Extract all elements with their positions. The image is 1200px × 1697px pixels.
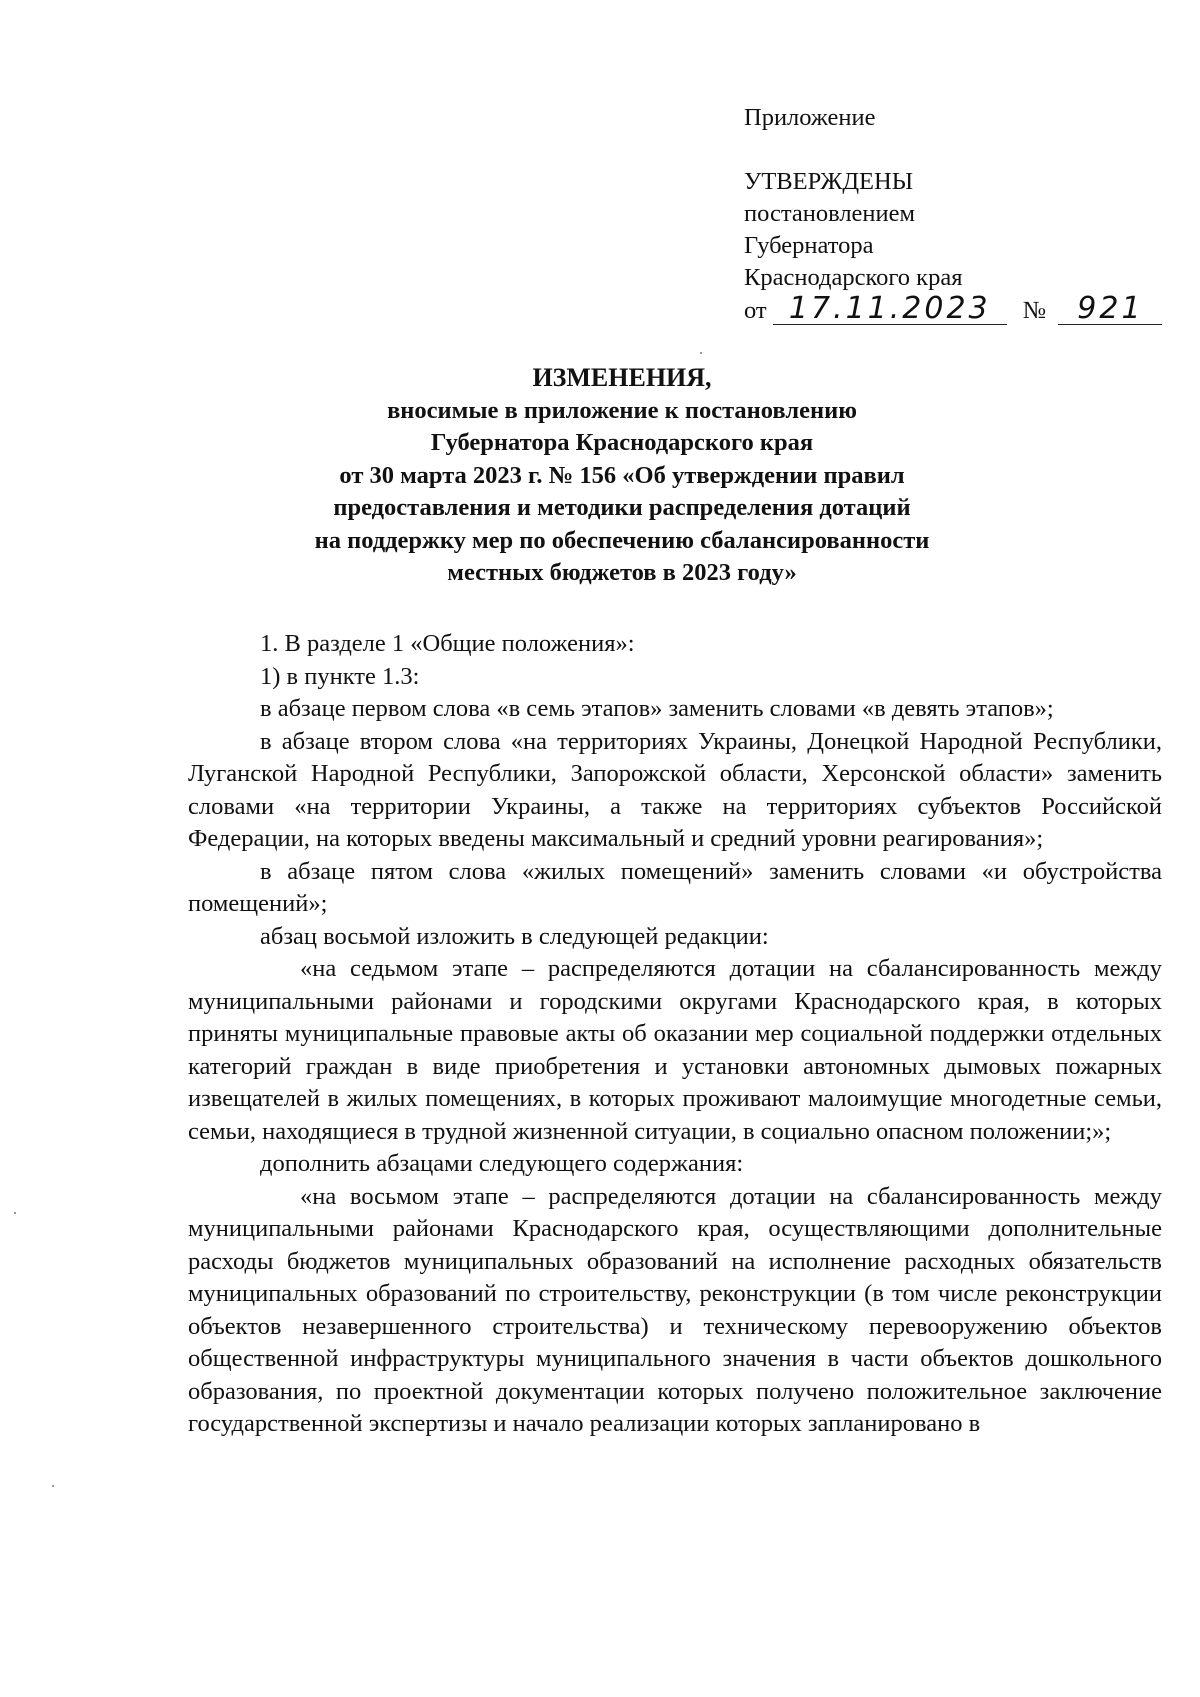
approval-date-line <box>744 291 1164 327</box>
appendix-label: Приложение <box>744 104 876 131</box>
scan-speck <box>14 1212 16 1214</box>
body-paragraph: дополнить абзацами следующего содержания: <box>260 1150 744 1177</box>
body-paragraph: в абзаце пятом слова «жилых помещений» заменить словами «и обустройства помещений»; <box>188 857 1162 917</box>
body-paragraph: абзац восьмой изложить в следующей редакции: <box>260 922 769 950</box>
handwritten-date: 17.11.2023 <box>773 294 1007 325</box>
approval-governor-line: Губернатора <box>744 232 874 259</box>
heading-line: предоставления и методики распределения дотаций <box>333 494 911 521</box>
approved-label: УТВЕРЖДЕНЫ <box>744 168 914 195</box>
scan-speck <box>700 352 702 354</box>
body-paragraph: 1. В разделе 1 «Общие положения»: <box>260 630 635 657</box>
approval-decree-line: постановлением <box>744 200 916 227</box>
scan-speck <box>52 1485 54 1487</box>
handwritten-number: 921 <box>1058 294 1162 325</box>
number-sign: № <box>1022 297 1047 324</box>
document-body <box>188 628 1162 1441</box>
body-paragraph: «на восьмом этапе – распределяются дотации на сбалансированность между муниципальными районами Краснодарского края, осуществляющими дополнительные расходы бюджетов муниципальных образований на исполнение расходных обязательств муниципальных образований по строительству, реконструкции (в том числе реконструкции объектов незавершенного строительства) и техническому перевооружению объектов общественной инфраструктуры муниципального значения в части объектов дошкольного образования, по проектной документации которых получено положительное заключение государственной экспертизы и начало реализации которых запланировано в <box>188 1182 1162 1437</box>
body-paragraph: в абзаце втором слова «на территориях Украины, Донецкой Народной Республики, Луганской Народной Республики, Запорожской области, Херсонской области» заменить словами «на территории Украины, а также на территориях субъектов Российской Федерации, на которых введены максимальный и средний уровни реагирования»; <box>188 727 1162 852</box>
approval-block <box>744 102 1164 327</box>
heading-line: Губернатора Краснодарского края <box>430 429 814 456</box>
spacer <box>744 134 1164 166</box>
document-title: ИЗМЕНЕНИЯ, <box>532 363 712 392</box>
date-prefix: от <box>744 297 767 324</box>
body-paragraph: «на седьмом этапе – распределяются дотации на сбалансированность между муниципальными районами и городскими округами Краснодарского края, в которых приняты муниципальные правовые акты об оказании мер социальной поддержки отдельных категорий граждан в виде приобретения и установки автономных дымовых пожарных извещателей в жилых помещениях, в которых проживают малоимущие многодетные семьи, семьи, находящиеся в трудной жизненной ситуации, в социально опасном положении;»; <box>188 955 1162 1145</box>
heading-line: на поддержку мер по обеспечению сбалансированности <box>314 526 930 554</box>
body-paragraph: 1) в пункте 1.3: <box>260 662 420 690</box>
heading-line: от 30 марта 2023 г. № 156 «Об утверждении правил <box>339 461 905 489</box>
heading-line: вносимые в приложение к постановлению <box>387 396 857 424</box>
body-paragraph: в абзаце первом слова «в семь этапов» заменить словами «в девять этапов»; <box>260 695 1054 722</box>
approval-region-line: Краснодарского края <box>744 264 963 291</box>
document-heading <box>212 362 1032 590</box>
heading-line: местных бюджетов в 2023 году» <box>447 559 797 586</box>
